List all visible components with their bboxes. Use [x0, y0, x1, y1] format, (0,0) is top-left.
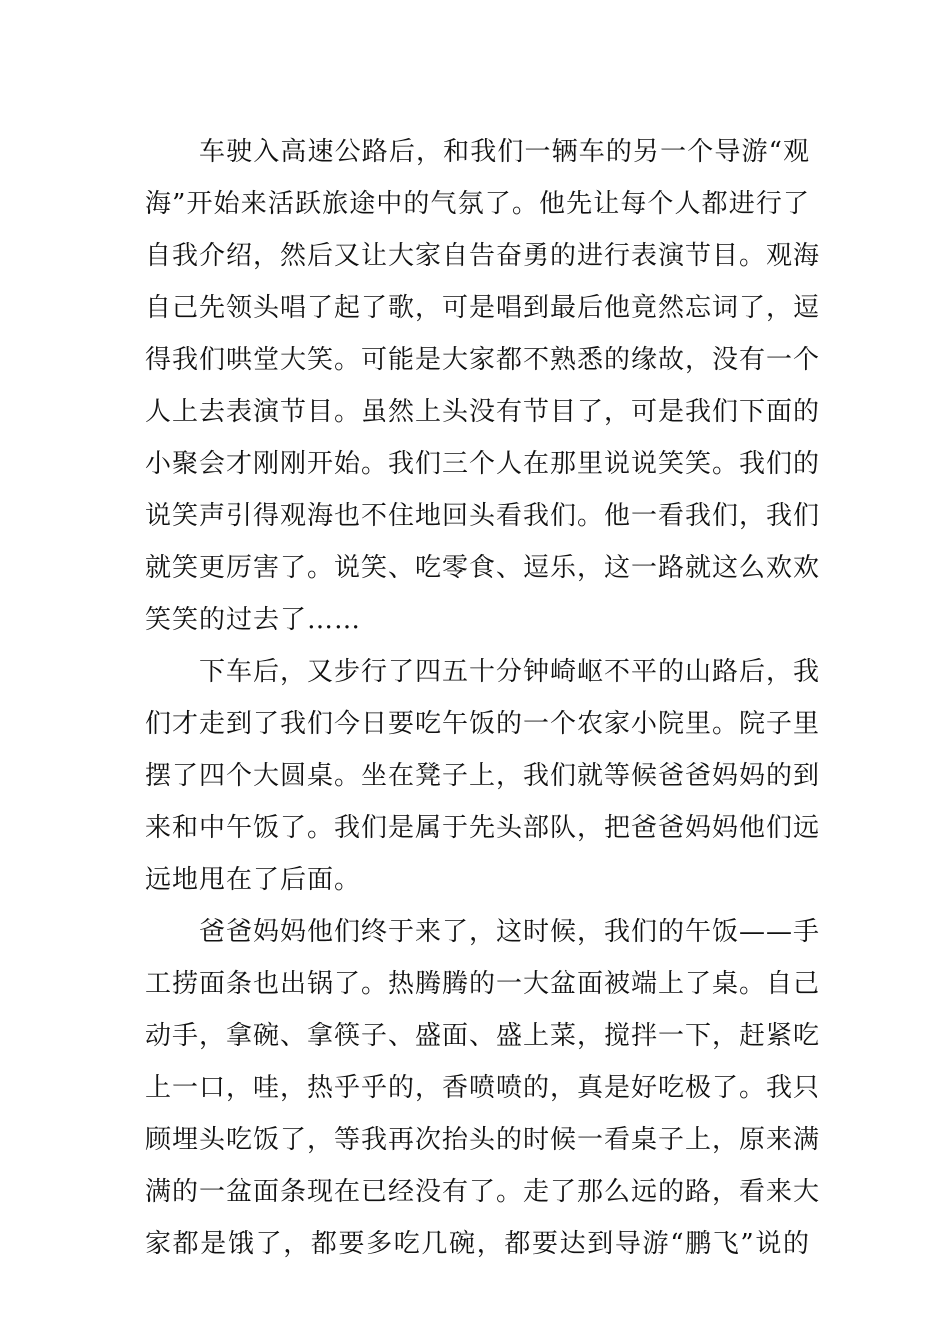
text-line: 海”开始来活跃旅途中的气氛了。他先让每个人都进行了: [145, 189, 810, 219]
text-line: 小聚会才刚刚开始。我们三个人在那里说说笑笑。我们的: [145, 449, 821, 479]
text-line: 顾埋头吃饭了，等我再次抬头的时候一看桌子上，原来满: [145, 1125, 821, 1155]
document-body: [145, 126, 821, 1270]
text-line: 得我们哄堂大笑。可能是大家都不熟悉的缘故，没有一个: [145, 345, 821, 375]
text-line: 车驶入高速公路后，和我们一辆车的另一个导游“观: [199, 137, 810, 167]
text-line: 爸爸妈妈他们终于来了，这时候，我们的午饭——手: [199, 917, 821, 947]
text-line: 远地甩在了后面。: [145, 865, 362, 895]
text-line: 笑笑的过去了……: [145, 605, 362, 635]
text-line: 动手，拿碗、拿筷子、盛面、盛上菜，搅拌一下，赶紧吃: [145, 1021, 821, 1051]
text-line: 们才走到了我们今日要吃午饭的一个农家小院里。院子里: [145, 709, 821, 739]
text-line: 说笑声引得观海也不住地回头看我们。他一看我们，我们: [145, 501, 821, 531]
text-line: 人上去表演节目。虽然上头没有节目了，可是我们下面的: [145, 397, 821, 427]
text-line: 下车后，又步行了四五十分钟崎岖不平的山路后，我: [199, 657, 821, 687]
text-line: 就笑更厉害了。说笑、吃零食、逗乐，这一路就这么欢欢: [145, 553, 821, 583]
text-line: 满的一盆面条现在已经没有了。走了那么远的路，看来大: [145, 1177, 821, 1207]
text-line: 来和中午饭了。我们是属于先头部队，把爸爸妈妈他们远: [145, 813, 821, 843]
text-line: 摆了四个大圆桌。坐在凳子上，我们就等候爸爸妈妈的到: [145, 761, 821, 791]
text-line: 家都是饿了，都要多吃几碗，都要达到导游“鹏飞”说的: [145, 1229, 810, 1259]
text-line: 自己先领头唱了起了歌，可是唱到最后他竟然忘词了，逗: [145, 293, 821, 323]
text-line: 上一口，哇，热乎乎的，香喷喷的，真是好吃极了。我只: [145, 1073, 821, 1103]
paragraph-lunch: [145, 906, 821, 1270]
paragraph-bus-ride: [145, 126, 821, 646]
text-line: 工捞面条也出锅了。热腾腾的一大盆面被端上了桌。自己: [145, 969, 821, 999]
text-line: 自我介绍，然后又让大家自告奋勇的进行表演节目。观海: [145, 241, 821, 271]
paragraph-mountain-walk: [145, 646, 821, 906]
